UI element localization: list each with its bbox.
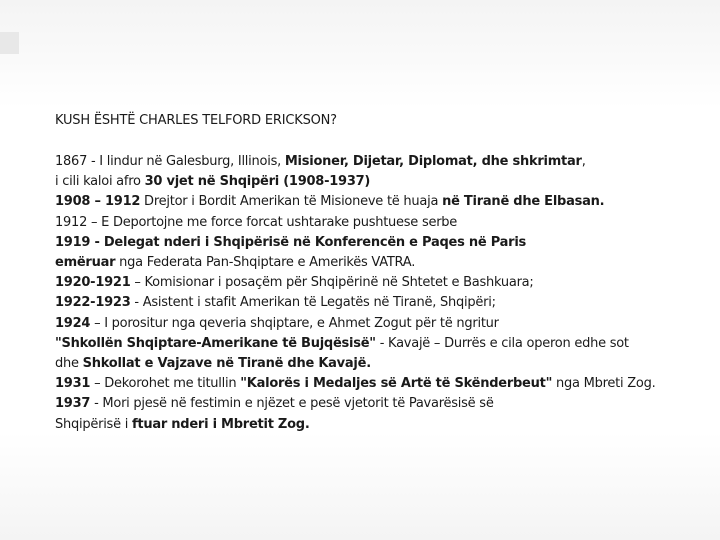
- text-segment: nga Mbreti Zog.: [552, 376, 656, 392]
- bold-text: 1931: [55, 376, 91, 392]
- text-segment: – Dekorohet me titullin: [90, 376, 241, 392]
- text-segment: 1867 - I lindur në Galesburg, Illinois,: [55, 154, 285, 169]
- text-segment: dhe: [55, 356, 83, 372]
- slide-title: KUSH ËSHTË CHARLES TELFORD ERICKSON?: [55, 113, 337, 128]
- biography-line: [55, 394, 720, 414]
- text-segment: – Komisionar i posaçëm për Shqipërinë në Shtetet e Bashkuara;: [130, 275, 534, 291]
- bold-text: Shkollat e Vajzave në Tiranë dhe Kavajë.: [82, 356, 371, 372]
- bold-text: 30 vjet në Shqipëri (1908-1937): [144, 174, 371, 190]
- biography-line: [55, 354, 720, 374]
- biography-line: [55, 172, 720, 192]
- text-segment: - Asistent i stafit Amerikan të Legatës në Tiranë, Shqipëri;: [130, 295, 496, 311]
- bold-text: 1919 -: [55, 234, 104, 250]
- bold-text: Delegat nderi i Shqipërisë në Konferencën e Paqes në Paris: [103, 234, 527, 250]
- text-segment: - Kavajë – Durrës e cila operon edhe sot: [375, 335, 629, 351]
- corner-decoration: [0, 32, 19, 54]
- text-segment: 1912 – E Deportojne me force forcat ushtarake pushtuese serbe: [55, 214, 458, 230]
- text-segment: Shqipërisë i: [55, 416, 132, 432]
- biography-line: [55, 152, 720, 172]
- biography-line: [55, 253, 720, 273]
- bold-text: 1922-1923: [55, 295, 131, 311]
- text-segment: – I porositur nga qeveria shqiptare, e Ahmet Zogut për të ngritur: [90, 315, 499, 331]
- text-segment: nga Federata Pan-Shqiptare e Amerikës VATRA.: [115, 255, 416, 271]
- biography-line: [55, 213, 720, 233]
- bold-text: në Tiranë dhe Elbasan.: [442, 194, 605, 210]
- text-segment: Drejtor i Bordit Amerikan të Misioneve të huaja: [140, 194, 443, 210]
- biography-line: [55, 293, 720, 313]
- bold-text: 1924: [55, 315, 91, 331]
- bold-text: 1937: [55, 396, 91, 412]
- biography-line: [55, 314, 720, 334]
- biography-lines: [55, 152, 720, 435]
- biography-line: [55, 374, 720, 394]
- bold-text: "Shkollën Shqiptare-Amerikane të Bujqësisë": [55, 335, 376, 351]
- biography-line: [55, 273, 720, 293]
- bold-text: 1908 – 1912: [55, 194, 141, 210]
- text-segment: i cili kaloi afro: [55, 174, 145, 190]
- biography-line: [55, 192, 720, 212]
- biography-line: [55, 334, 720, 354]
- slide-content: [55, 112, 720, 435]
- bold-text: 1920-1921: [55, 275, 131, 291]
- biography-line: [55, 233, 720, 253]
- biography-line: [55, 415, 720, 435]
- text-segment: - Mori pjesë në festimin e njëzet e pesë vjetorit të Pavarësisë së: [90, 396, 494, 412]
- bold-text: "Kalorës i Medaljes së Artë të Skënderbeut": [240, 376, 553, 392]
- bold-text: ftuar nderi i Mbretit Zog.: [131, 416, 310, 432]
- text-segment: ,: [581, 154, 586, 169]
- bold-text: Misioner, Dijetar, Diplomat, dhe shkrimtar: [284, 154, 582, 169]
- bold-text: emëruar: [55, 255, 116, 271]
